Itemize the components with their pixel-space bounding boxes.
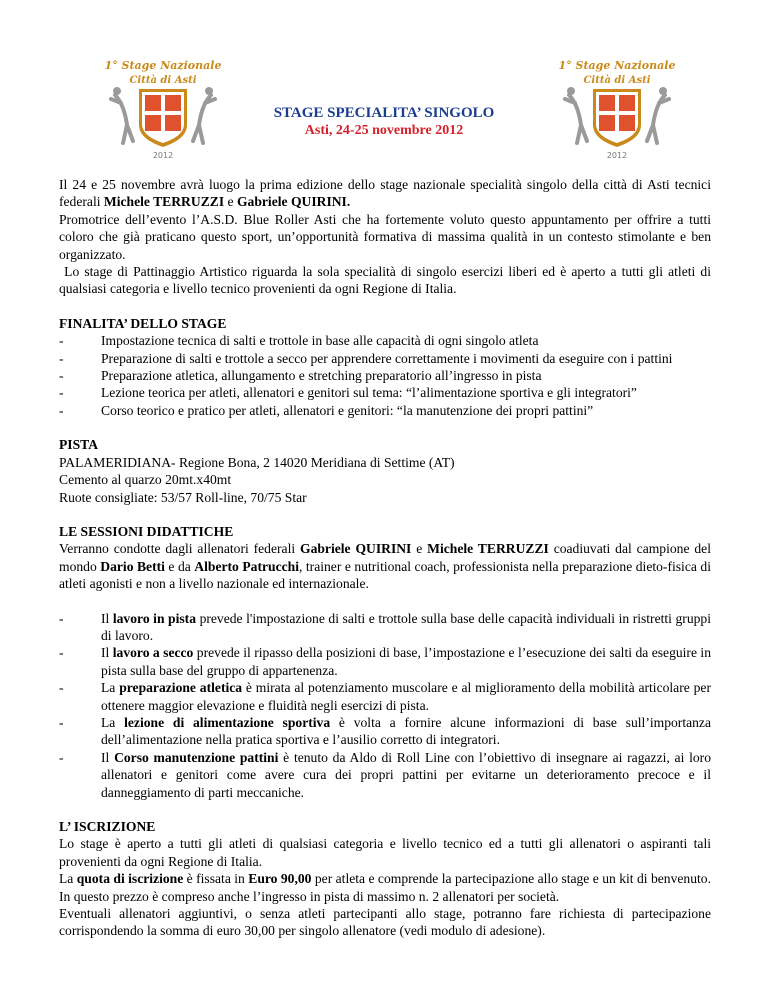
finalita-list (59, 332, 711, 419)
list-item: - Corso teorico e pratico per atleti, allenatori e genitori: “la manutenzione dei propri pattini” (59, 402, 711, 419)
iscrizione-heading: L’ ISCRIZIONE (59, 819, 156, 834)
list-item: - La lezione di alimentazione sportiva è volta a fornire alcune informazioni di base sull’importanza dell’alimentazione nella pratica sportiva e l’ausilio corretto di integratori. (59, 714, 711, 749)
iscrizione-paragraph-2: La quota di iscrizione è fissata in Euro 90,00 per atleta e comprende la partecipazione allo stage e un kit di benvenuto. In questo prezzo è compreso anche l’ingresso in pista di massimo n. 2 allenatori per società. (59, 871, 711, 904)
logo-text-line1: 1° Stage Nazionale (104, 59, 222, 72)
logo-year: 2012 (606, 151, 628, 160)
logo-text-line2: Città di Asti (583, 75, 651, 86)
iscrizione-paragraph-3: Eventuali allenatori aggiuntivi, o senza atleti partecipanti allo stage, potranno fare richiesta di partecipazione corrispondendo la somma di euro 30,00 per singolo allenatore (vedi modulo di adesione). (59, 906, 711, 939)
logo-text-line2: Città di Asti (129, 75, 197, 86)
list-item: - Impostazione tecnica di salti e trottole in base alle capacità di ogni singolo atleta (59, 332, 711, 349)
list-item: - Il lavoro a secco prevede il ripasso della posizioni di base, l’impostazione e l’esecuzione dei salti da eseguire in pista sulla base del gruppo di appartenenza. (59, 644, 711, 679)
list-item: - Il lavoro in pista prevede l'impostazione di salti e trottole sulla base delle capacità individuali in ristretti gruppi di lavoro. (59, 610, 711, 645)
pista-surface: Cemento al quarzo 20mt.x40mt (59, 472, 232, 488)
document-body (59, 176, 715, 940)
logo-year: 2012 (152, 151, 174, 160)
list-item: - Lezione teorica per atleti, allenatori e genitori sul tema: “l’alimentazione sportiva e gli integratori” (59, 384, 711, 401)
pista-wheels: Ruote consigliate: 53/57 Roll-line, 70/75 Star (59, 489, 307, 505)
iscrizione-paragraph-1: Lo stage è aperto a tutti gli atleti di qualsiasi categoria e livello tecnico ed a tutti gli allenatori o aspiranti tali provenienti da ogni Regione di Italia. (59, 836, 711, 869)
document-title: STAGE SPECIALITA’ SINGOLO (273, 105, 495, 121)
document-subtitle: Asti, 24-25 novembre 2012 (304, 123, 464, 138)
logo-text-line1: 1° Stage Nazionale (558, 59, 676, 72)
list-item: - Il Corso manutenzione pattini è tenuto da Aldo di Roll Line con l’obiettivo di insegnare ai ragazzi, ai loro allenatori e genitori come avere cura dei propri pattini per evitarne un deterioramento precoce e il danneggiamento di parti meccaniche. (59, 749, 711, 801)
list-item: - Preparazione atletica, allungamento e stretching preparatorio all’ingresso in pista (59, 367, 711, 384)
intro-paragraph-1: Il 24 e 25 novembre avrà luogo la prima edizione dello stage nazionale specialità singolo della città di Asti tecnici federali Michele TERRUZZI e Gabriele QUIRINI. (59, 177, 711, 210)
sessioni-heading: LE SESSIONI DIDATTICHE (59, 523, 234, 539)
pista-heading: PISTA (59, 437, 99, 453)
sessioni-intro: Verranno condotte dagli allenatori federali Gabriele QUIRINI e Michele TERRUZZI coadiuvati dal campione del mondo Dario Betti e da Alberto Patrucchi, trainer e nutritional coach, professionista nella preparazione dieto-fisica di atleti agonisti e non a livello nazionale ed internazionale. (59, 541, 711, 592)
intro-paragraph-3: Lo stage di Pattinaggio Artistico riguarda la sola specialità di singolo esercizi liberi ed è aperto a tutti gli atleti di qualsiasi categoria e livello tecnico provenienti da ogni Regione di Italia. (59, 264, 715, 297)
finalita-heading: FINALITA’ DELLO STAGE (59, 315, 227, 331)
document-header (0, 104, 768, 140)
list-item: - Preparazione di salti e trottole a secco per apprendere correttamente i movimenti da eseguire con i pattini (59, 350, 711, 367)
list-item: - La preparazione atletica è mirata al potenziamento muscolare e al miglioramento della mobilità articolare per ottenere maggior elevazione e fluidità negli esercizi di pista. (59, 679, 711, 714)
sessioni-list (59, 610, 711, 801)
pista-location: PALAMERIDIANA- Regione Bona, 2 14020 Meridiana di Settime (AT) (59, 454, 455, 470)
intro-paragraph-2: Promotrice dell’evento l’A.S.D. Blue Roller Asti che ha fortemente voluto questo appuntamento per offrire a tutti coloro che già praticano questo sport, un’opportunità formativa di massima qualità in un contesto stimolante e ben organizzato. (59, 211, 711, 262)
